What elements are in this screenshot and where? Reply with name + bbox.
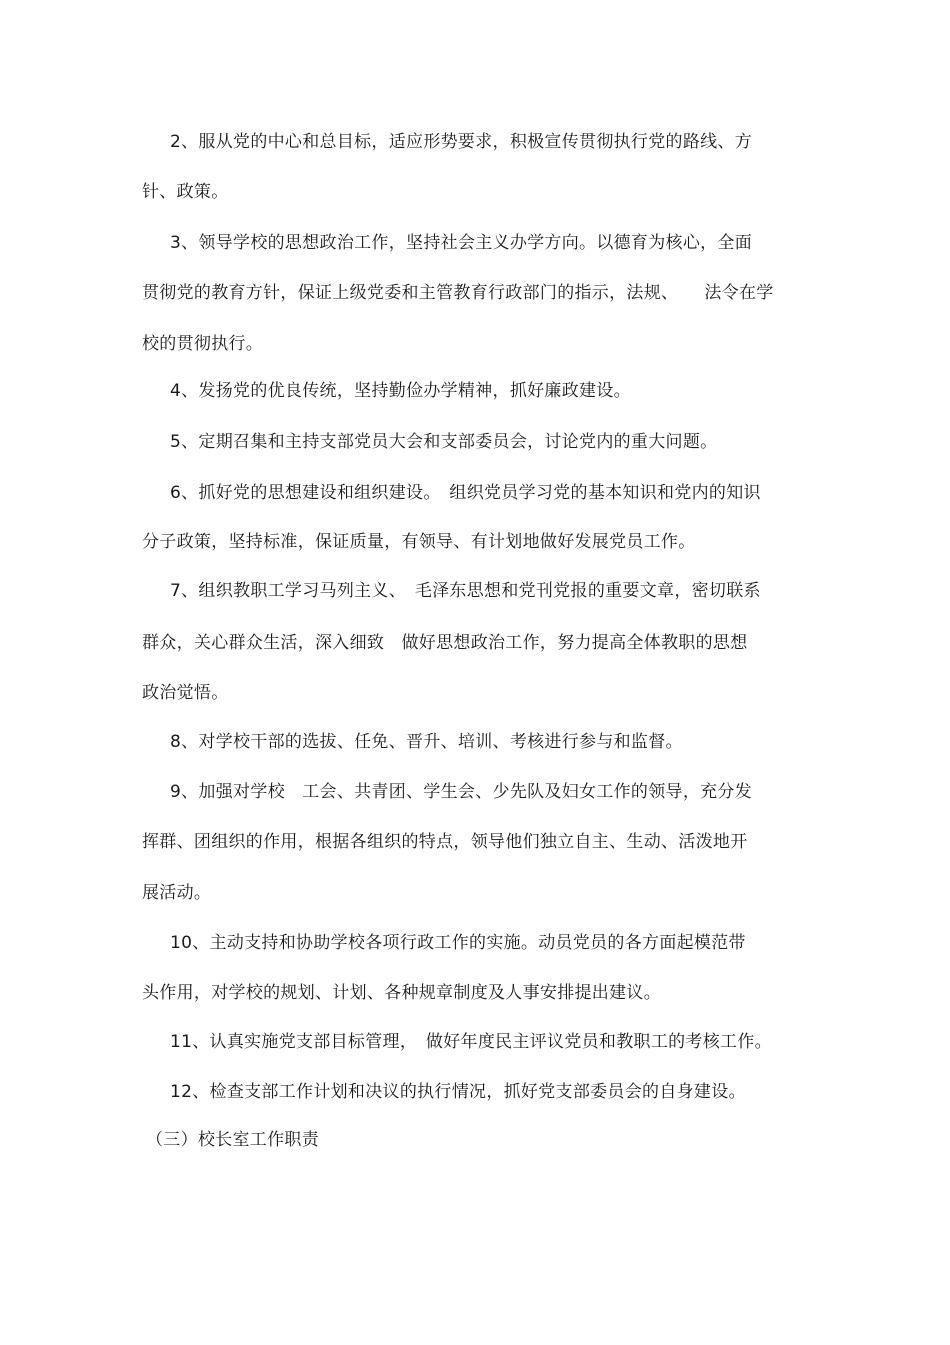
text-line: 10、主动支持和协助学校各项行政工作的实施。动员党员的各方面起模范带 [170,933,746,953]
text-line: 8、对学校干部的选拔、任免、晋升、培训、考核进行参与和监督。 [170,732,683,752]
text-line: 9、加强对学校 工会、共青团、学生会、少先队及妇女工作的领导，充分发 [170,782,753,802]
text-line: 分子政策，坚持标准，保证质量，有领导、有计划地做好发展党员工作。 [142,532,696,552]
text-line: 头作用，对学校的规划、计划、各种规章制度及人事安排提出建议。 [142,983,661,1003]
text-line: 6、抓好党的思想建设和组织建设。 组织党员学习党的基本知识和党内的知识 [170,483,761,503]
text-line: 展活动。 [142,883,212,903]
text-line: 12、检查支部工作计划和决议的执行情况，抓好党支部委员会的自身建设。 [170,1082,746,1102]
text-line: 针、政策。 [142,182,229,202]
text-line: 4、发扬党的优良传统，坚持勤俭办学精神，抓好廉政建设。 [170,381,631,401]
text-line: 挥群、团组织的作用，根据各组织的特点，领导他们独立自主、生动、活泼地开 [142,832,748,852]
text-line: 校的贯彻执行。 [142,334,264,354]
text-line: 政治觉悟。 [142,683,229,703]
text-line: 3、领导学校的思想政治工作，坚持社会主义办学方向。以德育为核心，全面 [170,233,753,253]
text-line: 群众，关心群众生活，深入细致 做好思想政治工作，努力提高全体教职的思想 [142,633,748,653]
text-line: 贯彻党的教育方针，保证上级党委和主管教育行政部门的指示，法规、 法令在学 [142,283,774,303]
text-line: 5、定期召集和主持支部党员大会和支部委员会，讨论党内的重大问题。 [170,432,718,452]
text-line: 7、组织教职工学习马列主义、 毛泽东思想和党刊党报的重要文章，密切联系 [170,581,761,601]
section-heading: （三）校长室工作职责 [146,1130,319,1150]
text-line: 2、服从党的中心和总目标，适应形势要求，积极宣传贯彻执行党的路线、方 [170,132,753,152]
text-line: 11、认真实施党支部目标管理， 做好年度民主评议党员和教职工的考核工作。 [170,1032,772,1052]
